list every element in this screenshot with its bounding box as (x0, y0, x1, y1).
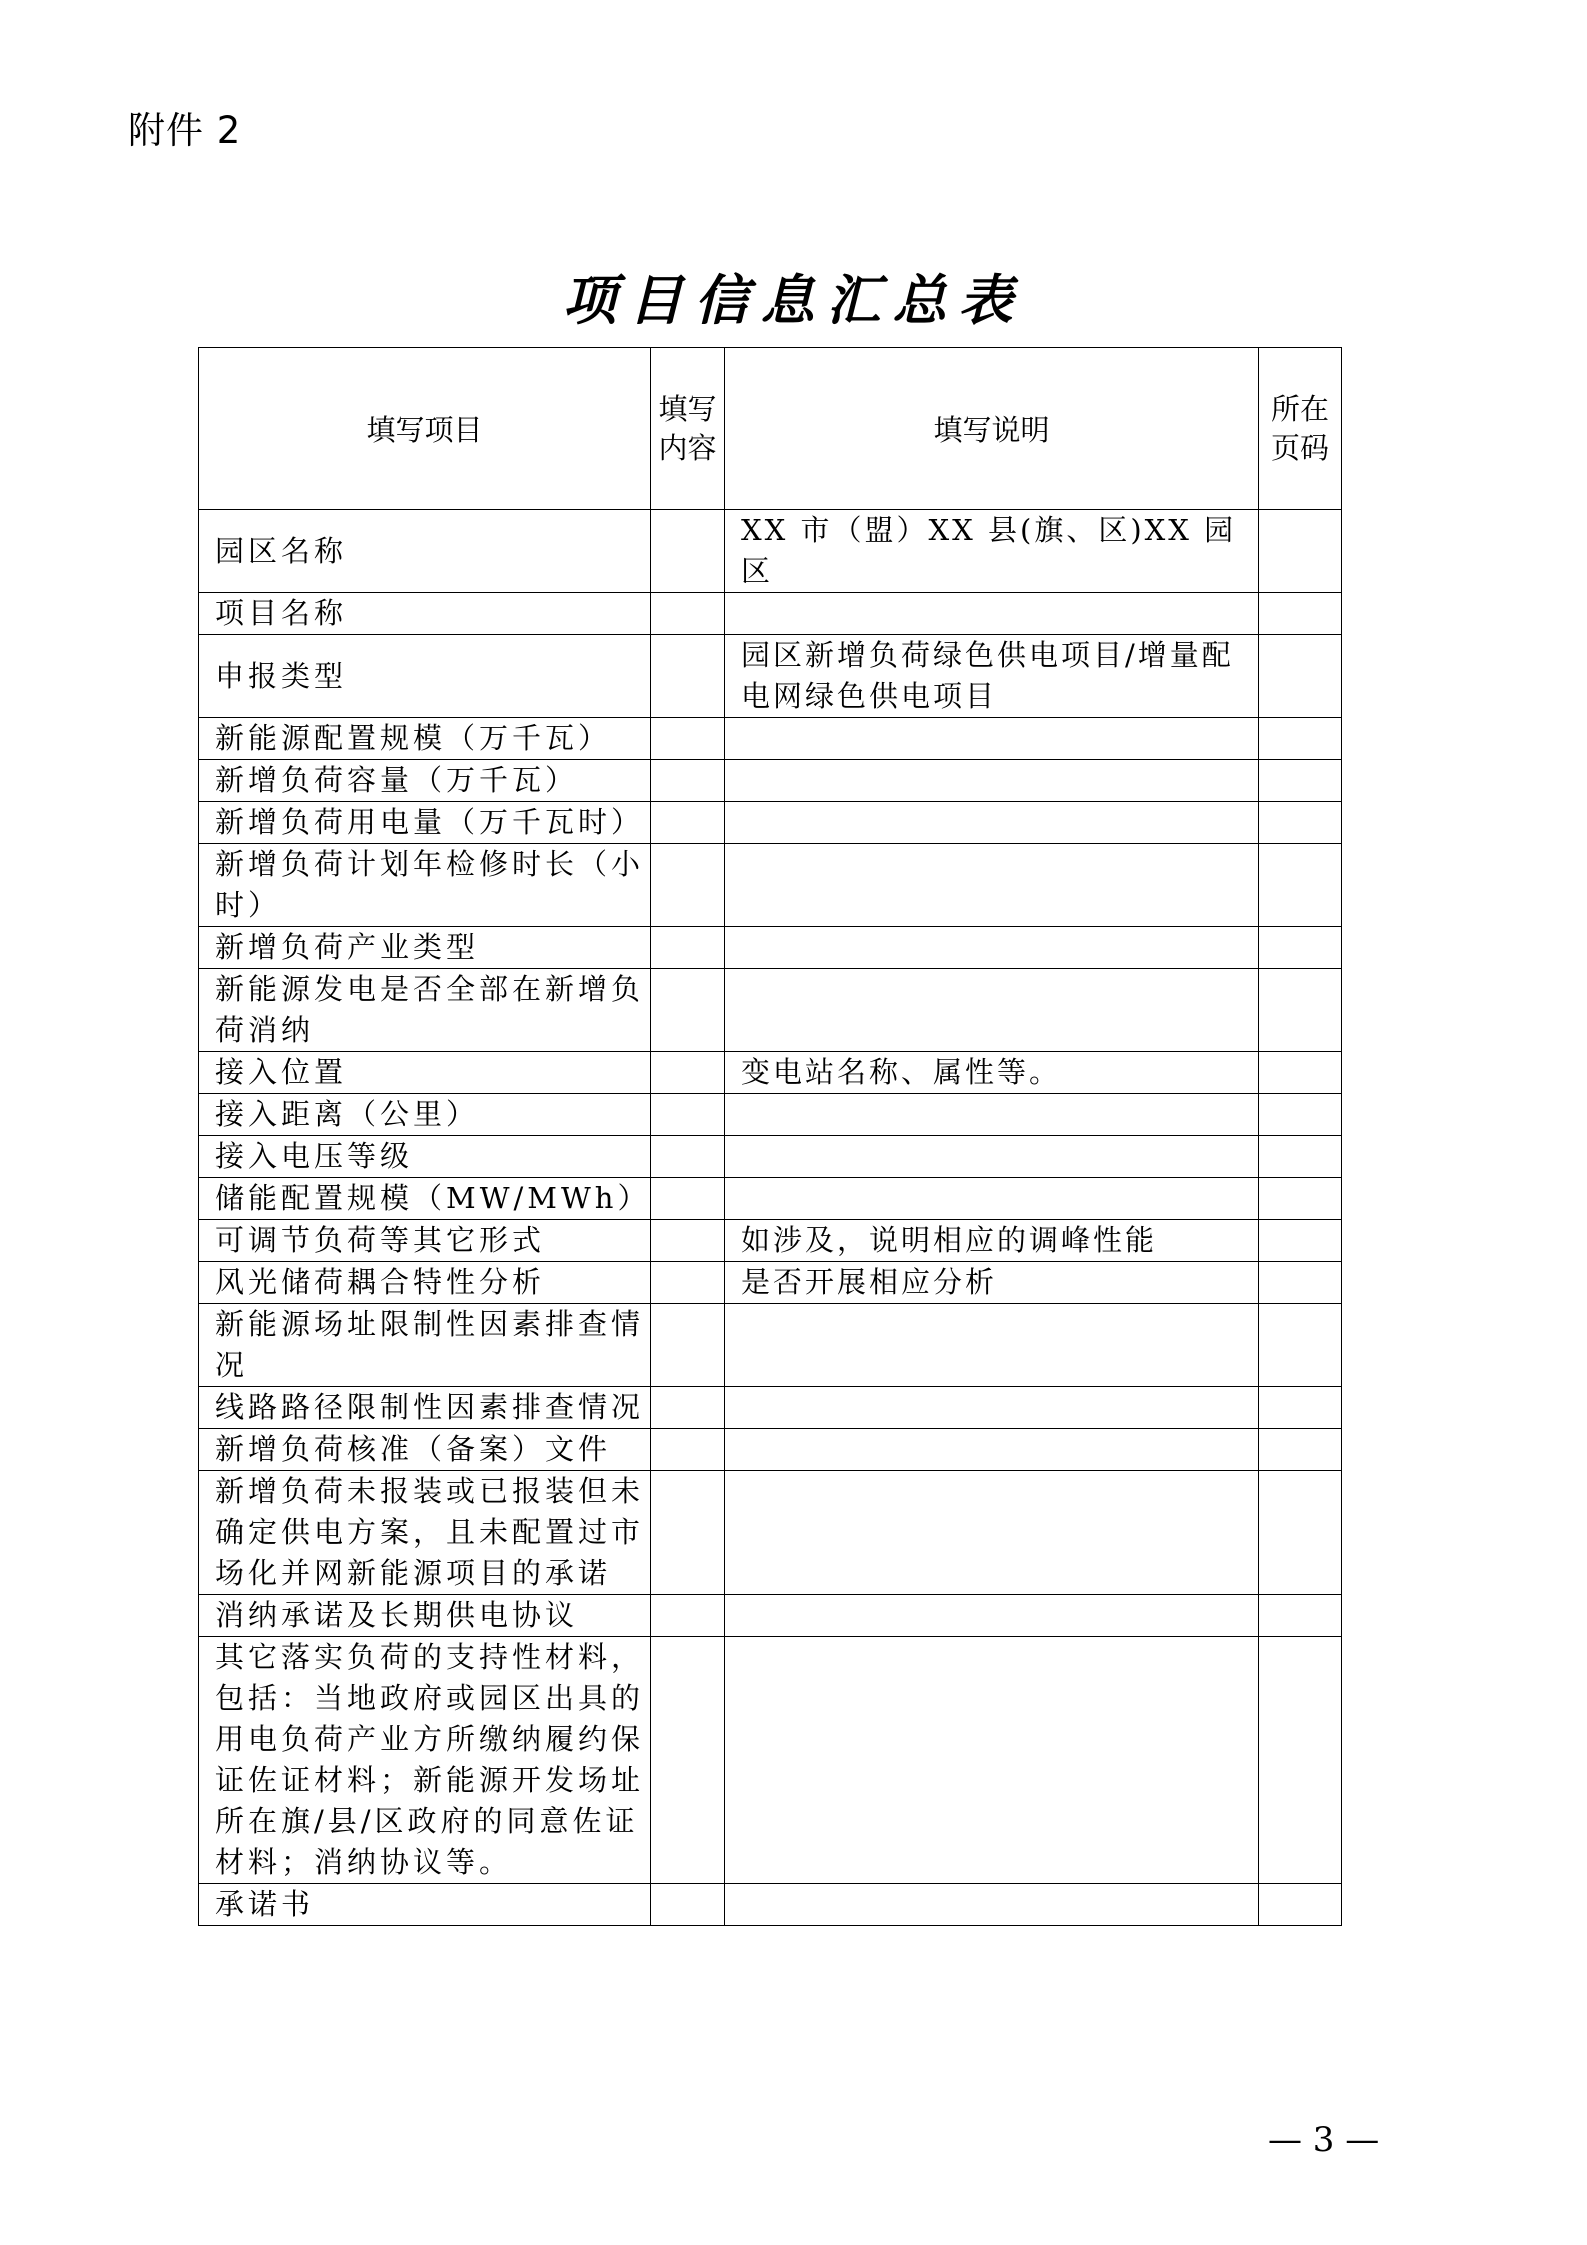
row-content-cell (651, 1262, 725, 1304)
row-item: 新增负荷用电量（万千瓦时） (199, 802, 651, 844)
table-row (199, 1262, 1342, 1304)
row-note (725, 1595, 1259, 1637)
row-content-cell (651, 969, 725, 1052)
row-item: 新增负荷未报装或已报装但未确定供电方案，且未配置过市场化并网新能源项目的承诺 (199, 1471, 651, 1595)
attachment-label: 附件 2 (128, 109, 242, 152)
row-content-cell (651, 1884, 725, 1926)
row-page-cell (1259, 718, 1342, 760)
row-note (725, 760, 1259, 802)
row-page-cell (1259, 1429, 1342, 1471)
table-row (199, 718, 1342, 760)
table-row (199, 802, 1342, 844)
page-title: 项目信息汇总表 (562, 268, 1025, 332)
page-number: — 3 — (1268, 2120, 1380, 2160)
row-item: 新增负荷产业类型 (199, 927, 651, 969)
row-item: 线路路径限制性因素排查情况 (199, 1387, 651, 1429)
row-note (725, 844, 1259, 927)
row-note (725, 593, 1259, 635)
row-note (725, 802, 1259, 844)
row-page-cell (1259, 1304, 1342, 1387)
row-note (725, 969, 1259, 1052)
table-row (199, 969, 1342, 1052)
row-item: 申报类型 (199, 635, 651, 718)
row-item: 新能源配置规模（万千瓦） (199, 718, 651, 760)
row-note: XX 市（盟）XX 县(旗、区)XX 园区 (725, 510, 1259, 593)
row-page-cell (1259, 1595, 1342, 1637)
row-item: 可调节负荷等其它形式 (199, 1220, 651, 1262)
row-item: 新增负荷核准（备案）文件 (199, 1429, 651, 1471)
row-page-cell (1259, 1262, 1342, 1304)
table-row (199, 510, 1342, 593)
row-item: 承诺书 (199, 1884, 651, 1926)
table-row (199, 1637, 1342, 1884)
row-item: 新增负荷计划年检修时长（小时） (199, 844, 651, 927)
row-page-cell (1259, 844, 1342, 927)
row-note: 园区新增负荷绿色供电项目/增量配电网绿色供电项目 (725, 635, 1259, 718)
row-page-cell (1259, 1094, 1342, 1136)
table-row (199, 1387, 1342, 1429)
row-content-cell (651, 802, 725, 844)
table-row (199, 1220, 1342, 1262)
row-content-cell (651, 1136, 725, 1178)
header-item: 填写项目 (199, 348, 651, 510)
row-note (725, 927, 1259, 969)
row-content-cell (651, 1387, 725, 1429)
row-item: 接入距离（公里） (199, 1094, 651, 1136)
table-row (199, 1178, 1342, 1220)
row-content-cell (651, 1471, 725, 1595)
row-item: 新能源场址限制性因素排查情况 (199, 1304, 651, 1387)
row-page-cell (1259, 635, 1342, 718)
row-note (725, 1304, 1259, 1387)
row-item: 接入电压等级 (199, 1136, 651, 1178)
row-page-cell (1259, 1052, 1342, 1094)
row-page-cell (1259, 1136, 1342, 1178)
row-page-cell (1259, 1220, 1342, 1262)
row-page-cell (1259, 1884, 1342, 1926)
row-page-cell (1259, 802, 1342, 844)
row-content-cell (651, 760, 725, 802)
summary-table (198, 347, 1342, 1926)
table-row (199, 1136, 1342, 1178)
table-row (199, 1429, 1342, 1471)
row-content-cell (651, 1052, 725, 1094)
table-header-row (199, 348, 1342, 510)
row-page-cell (1259, 1178, 1342, 1220)
row-note (725, 1178, 1259, 1220)
table-row (199, 593, 1342, 635)
row-content-cell (651, 1178, 725, 1220)
row-content-cell (651, 927, 725, 969)
table-row (199, 1094, 1342, 1136)
row-note (725, 1136, 1259, 1178)
row-item: 储能配置规模（MW/MWh） (199, 1178, 651, 1220)
row-note: 如涉及，说明相应的调峰性能 (725, 1220, 1259, 1262)
row-note (725, 1471, 1259, 1595)
table-row (199, 844, 1342, 927)
row-item: 其它落实负荷的支持性材料，包括：当地政府或园区出具的用电负荷产业方所缴纳履约保证佐证材料；新能源开发场址所在旗/县/区政府的同意佐证材料；消纳协议等。 (199, 1637, 651, 1884)
row-note: 是否开展相应分析 (725, 1262, 1259, 1304)
row-item: 消纳承诺及长期供电协议 (199, 1595, 651, 1637)
row-item: 新增负荷容量（万千瓦） (199, 760, 651, 802)
header-page: 所在页码 (1259, 348, 1342, 510)
row-note (725, 1884, 1259, 1926)
row-content-cell (651, 1304, 725, 1387)
row-content-cell (651, 593, 725, 635)
row-content-cell (651, 1637, 725, 1884)
table-row (199, 1304, 1342, 1387)
row-item: 接入位置 (199, 1052, 651, 1094)
table-row (199, 927, 1342, 969)
table-row (199, 1884, 1342, 1926)
header-note: 填写说明 (725, 348, 1259, 510)
row-content-cell (651, 1595, 725, 1637)
row-content-cell (651, 1429, 725, 1471)
row-page-cell (1259, 1387, 1342, 1429)
row-note (725, 718, 1259, 760)
header-content: 填写内容 (651, 348, 725, 510)
row-note: 变电站名称、属性等。 (725, 1052, 1259, 1094)
row-item: 园区名称 (199, 510, 651, 593)
row-content-cell (651, 1094, 725, 1136)
row-content-cell (651, 844, 725, 927)
table-row (199, 1471, 1342, 1595)
table-row (199, 760, 1342, 802)
row-page-cell (1259, 927, 1342, 969)
row-page-cell (1259, 760, 1342, 802)
row-content-cell (651, 718, 725, 760)
table-row (199, 1052, 1342, 1094)
row-page-cell (1259, 1471, 1342, 1595)
row-content-cell (651, 510, 725, 593)
row-note (725, 1637, 1259, 1884)
row-page-cell (1259, 969, 1342, 1052)
row-item: 项目名称 (199, 593, 651, 635)
row-page-cell (1259, 510, 1342, 593)
row-page-cell (1259, 1637, 1342, 1884)
table-row (199, 1595, 1342, 1637)
row-note (725, 1094, 1259, 1136)
row-content-cell (651, 1220, 725, 1262)
table-row (199, 635, 1342, 718)
row-note (725, 1429, 1259, 1471)
row-content-cell (651, 635, 725, 718)
row-page-cell (1259, 593, 1342, 635)
row-item: 风光储荷耦合特性分析 (199, 1262, 651, 1304)
row-item: 新能源发电是否全部在新增负荷消纳 (199, 969, 651, 1052)
row-note (725, 1387, 1259, 1429)
